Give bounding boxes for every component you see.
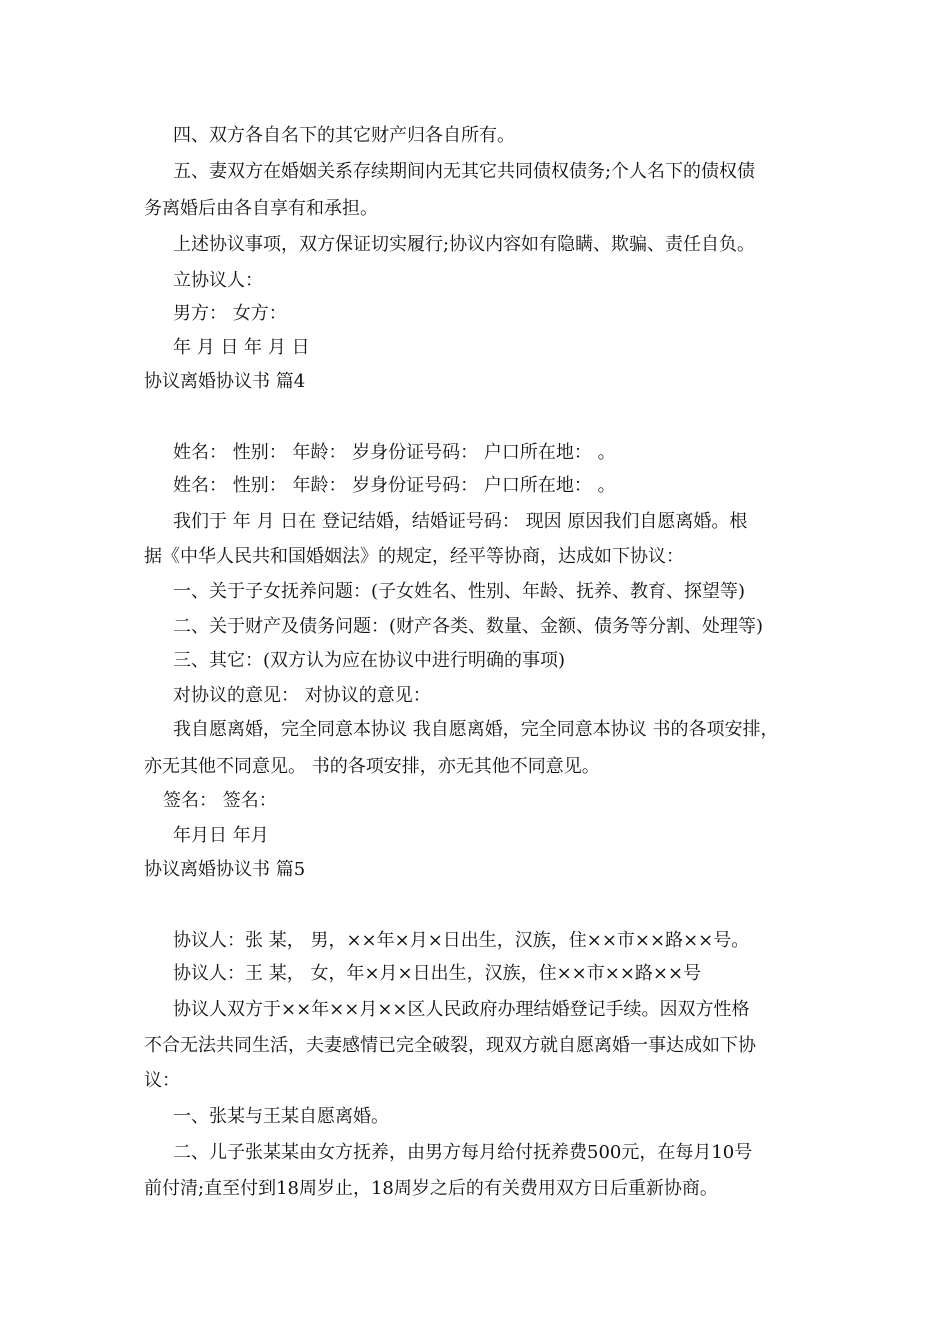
intro-line-3: 议： <box>144 1070 180 1091</box>
clause-child-support-line-2: 前付清;直至付到18周岁止，18周岁之后的有关费用双方日后重新协商。 <box>144 1178 718 1199</box>
person-one-info: 姓名： 性别： 年龄： 岁身份证号码： 户口所在地： 。 <box>173 442 616 463</box>
opinion-line-2: 亦无其他不同意见。 书的各项安排，亦无其他不同意见。 <box>144 756 600 777</box>
marriage-statement-line-2: 据《中华人民共和国婚姻法》的规定，经平等协商，达成如下协议： <box>144 546 684 567</box>
opinion-line-1: 我自愿离婚，完全同意本协议 我自愿离婚，完全同意本协议 书的各项安排， <box>173 719 779 740</box>
clause-divorce: 一、张某与王某自愿离婚。 <box>173 1106 389 1127</box>
opinion-label: 对协议的意见： 对协议的意见： <box>173 685 431 706</box>
clause-five-line-1: 五、妻双方在婚姻关系存续期间内无其它共同债权债务;个人名下的债权债 <box>173 161 756 182</box>
clause-four: 四、双方各自名下的其它财产归各自所有。 <box>173 125 515 146</box>
signatory-label: 立协议人： <box>173 270 263 291</box>
guarantee-statement: 上述协议事项，双方保证切实履行;协议内容如有隐瞒、欺骗、责任自负。 <box>173 234 756 255</box>
intro-line-2: 不合无法共同生活，夫妻感情已完全破裂，现双方就自愿离婚一事达成如下协 <box>144 1035 756 1056</box>
marriage-statement-line-1: 我们于 年 月 日在 登记结婚，结婚证号码： 现因 原因我们自愿离婚。根 <box>173 511 748 532</box>
date-line: 年月日 年月 <box>173 825 269 846</box>
section-heading-4: 协议离婚协议书 篇4 <box>144 371 306 392</box>
date-line: 年 月 日 年 月 日 <box>173 337 310 358</box>
clause-children: 一、关于子女抚养问题：(子女姓名、性别、年龄、抚养、教育、探望等) <box>173 581 746 602</box>
clause-other: 三、其它：(双方认为应在协议中进行明确的事项) <box>173 650 566 671</box>
clause-child-support-line-1: 二、儿子张某某由女方抚养，由男方每月给付抚养费500元，在每月10号 <box>173 1142 753 1163</box>
clause-five-line-2: 务离婚后由各自享有和承担。 <box>144 198 378 219</box>
person-two-info: 姓名： 性别： 年龄： 岁身份证号码： 户口所在地： 。 <box>173 475 616 496</box>
section-heading-5: 协议离婚协议书 篇5 <box>144 859 306 880</box>
party-two-info: 协议人：王 某， 女，年×月×日出生，汉族，住××市××路××号 <box>173 963 702 984</box>
parties-line: 男方： 女方： <box>173 303 287 324</box>
intro-line-1: 协议人双方于××年××月××区人民政府办理结婚登记手续。因双方性格 <box>173 999 750 1020</box>
party-one-info: 协议人：张 某， 男，××年×月×日出生，汉族，住××市××路××号。 <box>173 930 750 951</box>
clause-property: 二、关于财产及债务问题：(财产各类、数量、金额、债务等分割、处理等) <box>173 616 764 637</box>
signature-line: 签名： 签名： <box>163 790 277 811</box>
